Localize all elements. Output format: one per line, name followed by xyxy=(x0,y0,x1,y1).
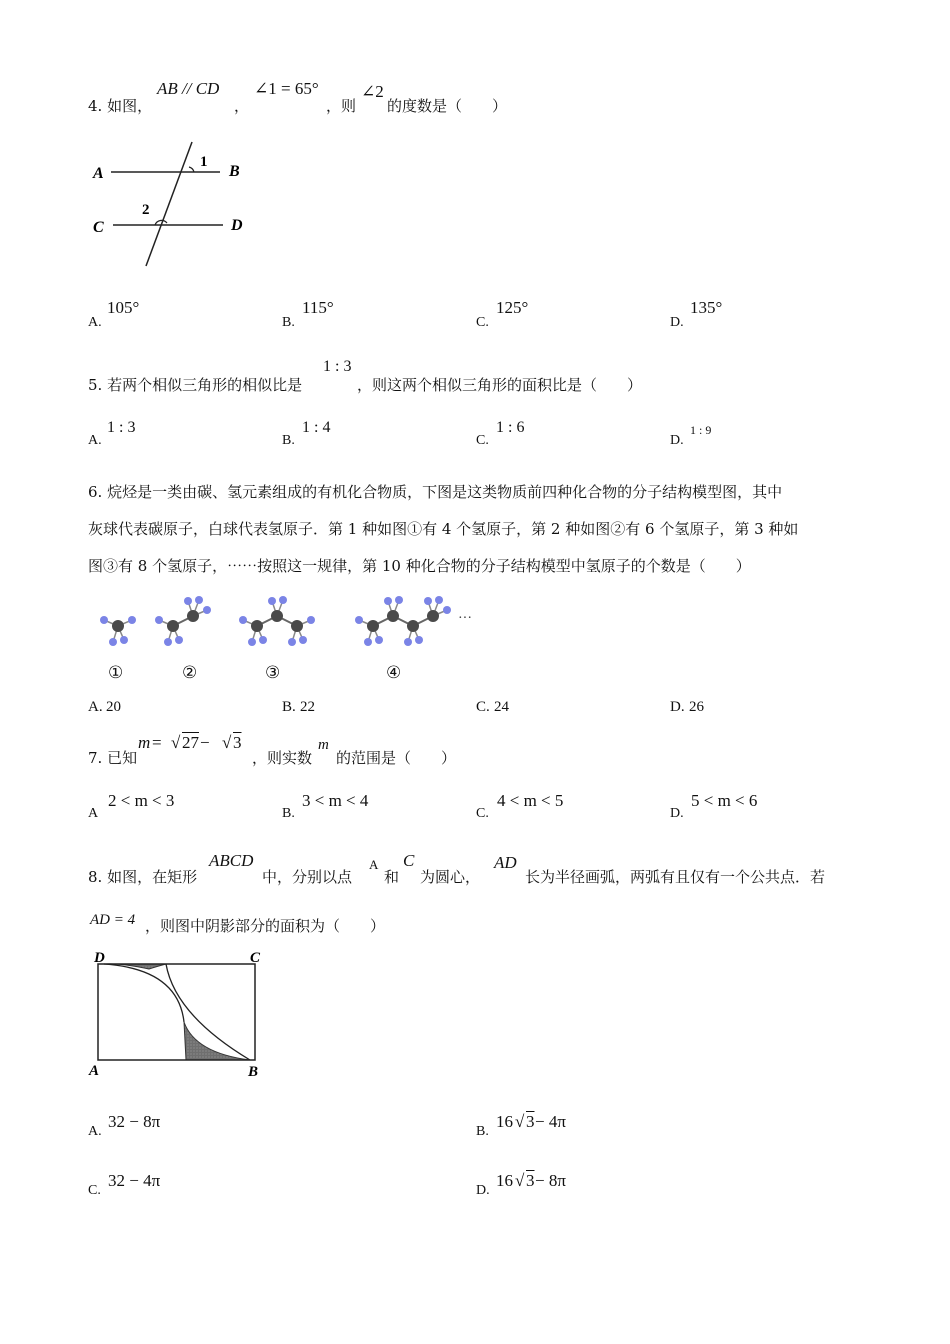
option-label: C. xyxy=(476,433,489,448)
option-value: 1 : 6 xyxy=(496,419,525,436)
q8-rect-name: ABCD xyxy=(209,851,254,870)
molecule-label-2: ② xyxy=(182,663,198,683)
option-radicand: 3 xyxy=(526,1112,535,1131)
option-value: 26 xyxy=(689,699,704,715)
q7-mid-text: ，则实数 xyxy=(252,749,313,767)
option-value: 115° xyxy=(302,298,334,317)
q8-prefix: 8. 如图，在矩形 xyxy=(88,868,198,886)
q7-radical-sign-2: √ xyxy=(222,733,232,752)
option-label: D. xyxy=(670,699,685,715)
option-value: 32 − 8π xyxy=(108,1112,161,1131)
q7-variable-m-2: m xyxy=(318,737,329,753)
point-B-label: B xyxy=(229,163,240,180)
hydrogen-atom-icon xyxy=(109,638,117,646)
parallel-lines-figure xyxy=(85,135,260,275)
hydrogen-atom-icon xyxy=(175,636,183,644)
option-label: A. xyxy=(88,699,103,715)
option-label: B. xyxy=(476,1124,489,1139)
hydrogen-atom-icon xyxy=(443,606,451,614)
hydrogen-atom-icon xyxy=(259,636,267,644)
q6-line-2: 灰球代表碳原子，白球代表氢原子．第 1 种如图①有 4 个氢原子，第 2 种如图②有 6 个氢原子，第 3 种如 xyxy=(88,520,799,538)
hydrogen-atom-icon xyxy=(120,636,128,644)
hydrogen-atom-icon xyxy=(384,597,392,605)
q7-radicand-2: 3 xyxy=(233,733,242,752)
q4-angle-condition: ∠1 = 65° xyxy=(254,79,319,98)
q5-prefix: 5. 若两个相似三角形的相似比是 xyxy=(88,376,303,394)
rect-point-B-label: B xyxy=(248,1064,259,1080)
q4-target-angle: ∠2 xyxy=(361,82,384,101)
option-value: 4 < m < 5 xyxy=(497,791,564,810)
hydrogen-atom-icon xyxy=(195,596,203,604)
option-value: 125° xyxy=(496,298,529,317)
molecule-label-3: ③ xyxy=(265,663,281,683)
hydrogen-atom-icon xyxy=(100,616,108,624)
q4-suffix: 的度数是（ ） xyxy=(387,97,508,115)
option-value: 20 xyxy=(106,699,121,715)
option-value-coef: 16 xyxy=(496,1112,513,1131)
carbon-atom-icon xyxy=(407,620,419,632)
hydrogen-atom-icon xyxy=(288,638,296,646)
q8-text-1: 中，分别以点 xyxy=(262,868,353,886)
option-label: A. xyxy=(88,315,102,330)
q7-variable-m: m xyxy=(138,733,151,752)
q7-equals: = xyxy=(152,733,162,752)
molecule-label-1: ① xyxy=(108,663,124,683)
angle-2-label: 2 xyxy=(142,202,150,218)
option-label: C. xyxy=(476,315,489,330)
q8-condition: AD = 4 xyxy=(90,912,136,928)
hydrogen-atom-icon xyxy=(248,638,256,646)
option-value: 135° xyxy=(690,298,723,317)
option-value-coef: 16 xyxy=(496,1171,513,1190)
rect-point-A-label: A xyxy=(89,1063,100,1079)
q8-text-5: ，则图中阴影部分的面积为（ ） xyxy=(145,917,386,935)
hydrogen-atom-icon xyxy=(424,597,432,605)
point-A-label: A xyxy=(93,165,104,182)
option-value: 2 < m < 3 xyxy=(108,791,175,810)
option-value-rest: − 8π xyxy=(535,1171,566,1190)
option-value-rest: − 4π xyxy=(535,1112,566,1131)
option-label: B. xyxy=(282,699,296,715)
hydrogen-atom-icon xyxy=(395,596,403,604)
q4-mid-text: ，则 xyxy=(326,97,357,115)
option-value: 1 : 3 xyxy=(107,419,136,436)
q8-text-4: 长为半径画弧，两弧有且仅有一个公共点．若 xyxy=(525,868,826,886)
molecule-label-4: ④ xyxy=(386,663,402,683)
option-label: B. xyxy=(282,315,295,330)
q5-suffix: ，则这两个相似三角形的面积比是（ ） xyxy=(357,376,643,394)
option-radicand: 3 xyxy=(526,1171,535,1190)
carbon-atom-icon xyxy=(291,620,303,632)
option-label: D. xyxy=(670,433,684,448)
rect-point-C-label: C xyxy=(250,950,261,966)
hydrogen-atom-icon xyxy=(184,597,192,605)
carbon-atom-icon xyxy=(251,620,263,632)
option-value: 5 < m < 6 xyxy=(691,791,758,810)
carbon-atom-icon xyxy=(427,610,439,622)
option-value: 1 : 9 xyxy=(690,423,712,437)
carbon-atom-icon xyxy=(112,620,124,632)
hydrogen-atom-icon xyxy=(307,616,315,624)
carbon-atom-icon xyxy=(187,610,199,622)
q4-separator: ， xyxy=(234,97,250,115)
hydrogen-atom-icon xyxy=(435,596,443,604)
hydrogen-atom-icon xyxy=(375,636,383,644)
option-value: 22 xyxy=(300,699,315,715)
point-D-label: D xyxy=(231,217,243,234)
hydrogen-atom-icon xyxy=(239,616,247,624)
hydrogen-atom-icon xyxy=(404,638,412,646)
hydrogen-atom-icon xyxy=(355,616,363,624)
option-value: 3 < m < 4 xyxy=(302,791,369,810)
option-value: 1 : 4 xyxy=(302,419,331,436)
q7-minus: − xyxy=(200,733,210,752)
option-value: 105° xyxy=(107,298,140,317)
carbon-atom-icon xyxy=(167,620,179,632)
option-label: A. xyxy=(88,433,102,448)
q8-point-a: A xyxy=(369,857,379,872)
hydrogen-atom-icon xyxy=(155,616,163,624)
q4-parallel-condition: AB // CD xyxy=(157,79,220,98)
q5-ratio: 1 : 3 xyxy=(323,358,352,375)
option-label: A xyxy=(88,806,99,821)
hydrogen-atom-icon xyxy=(299,636,307,644)
angle-1-label: 1 xyxy=(200,154,208,170)
q8-text-2: 和 xyxy=(384,868,400,886)
hydrogen-atom-icon xyxy=(279,596,287,604)
option-label: C. xyxy=(476,806,489,821)
option-label: D. xyxy=(476,1183,490,1198)
molecule-models-figure xyxy=(85,596,485,658)
option-label: B. xyxy=(282,433,295,448)
hydrogen-atom-icon xyxy=(364,638,372,646)
q4-prefix: 4. 如图， xyxy=(88,97,153,115)
q6-line-3: 图③有 8 个氢原子，⋯⋯按照这一规律，第 10 种化合物的分子结构模型中氢原子的个数是（ ） xyxy=(88,557,751,575)
carbon-atom-icon xyxy=(271,610,283,622)
option-label: C. xyxy=(88,1183,101,1198)
option-label: B. xyxy=(282,806,295,821)
rect-point-D-label: D xyxy=(94,950,105,966)
hydrogen-atom-icon xyxy=(164,638,172,646)
molecule-ellipsis: ··· xyxy=(458,611,472,626)
q6-line-1: 6. 烷烃是一类由碳、氢元素组成的有机化合物质，下图是这类物质前四种化合物的分子结构模型图，其中 xyxy=(88,483,783,501)
carbon-atom-icon xyxy=(367,620,379,632)
carbon-atom-icon xyxy=(387,610,399,622)
q7-prefix: 7. 已知 xyxy=(88,749,138,767)
q8-segment-ad: AD xyxy=(494,853,517,872)
q7-suffix: 的范围是（ ） xyxy=(336,749,457,767)
option-radical-sign: √ xyxy=(515,1112,525,1131)
option-radical-sign: √ xyxy=(515,1171,525,1190)
option-value: 32 − 4π xyxy=(108,1171,161,1190)
option-label: C. xyxy=(476,699,490,715)
q7-radical-sign-1: √ xyxy=(171,733,181,752)
option-label: A. xyxy=(88,1124,102,1139)
hydrogen-atom-icon xyxy=(128,616,136,624)
option-label: D. xyxy=(670,315,684,330)
option-value: 24 xyxy=(494,699,509,715)
rectangle-arcs-figure xyxy=(85,945,275,1085)
option-label: D. xyxy=(670,806,684,821)
hydrogen-atom-icon xyxy=(415,636,423,644)
hydrogen-atom-icon xyxy=(203,606,211,614)
q7-radicand-1: 27 xyxy=(182,733,199,752)
hydrogen-atom-icon xyxy=(268,597,276,605)
point-C-label: C xyxy=(93,219,104,236)
q8-text-3: 为圆心， xyxy=(420,868,481,886)
q8-point-c: C xyxy=(403,851,415,870)
